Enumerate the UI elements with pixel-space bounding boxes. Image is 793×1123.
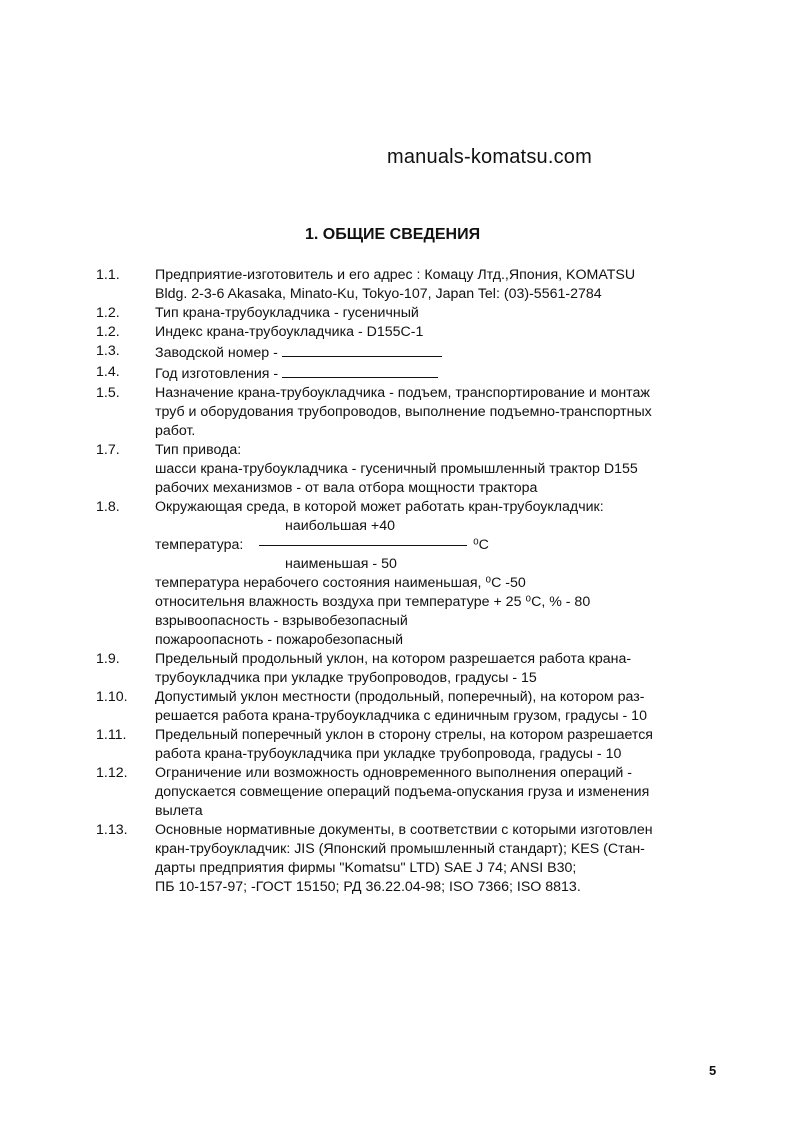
item-number: 1.8.: [96, 499, 120, 515]
item-number: 1.5.: [96, 385, 120, 401]
item-text: работа крана-трубоукладчика при укладке трубопровода, градусы - 10: [155, 746, 622, 762]
list-item: [0, 266, 793, 304]
list-item: [0, 650, 793, 688]
environment-line: температура нерабочего состояния наименьшая, ⁰C -50: [155, 575, 526, 591]
environment-line: взрывоопасность - взрывобезопасный: [155, 613, 408, 629]
list-item: [0, 821, 793, 897]
manufacture-year-label: Год изготовления -: [155, 366, 283, 382]
item-text: Предельный продольный уклон, на котором разрешается работа крана-: [155, 651, 632, 667]
item-text: дарты предприятия фирмы "Komatsu" LTD) SAE J 74; ANSI B30;: [155, 860, 577, 876]
temperature-block: [155, 517, 793, 574]
item-number: 1.3.: [96, 343, 120, 359]
item-number: 1.4.: [96, 364, 120, 380]
item-text: Назначение крана-трубоукладчика - подъем, транспортирование и монтаж: [155, 385, 650, 401]
item-number: 1.2.: [96, 324, 120, 340]
temperature-min: наименьшая - 50: [285, 556, 397, 572]
item-text: Основные нормативные документы, в соответствии с которыми изготовлен: [155, 822, 653, 838]
item-text: Тип крана-трубоукладчика - гусеничный: [155, 305, 419, 321]
item-text: Тип привода:: [155, 442, 242, 458]
item-text: труб и оборудования трубопроводов, выполнение подъемно-транспортных: [155, 404, 652, 420]
section-title: 1. ОБЩИЕ СВЕДЕНИЯ: [305, 226, 481, 243]
item-number: 1.7.: [96, 442, 120, 458]
list-item: [0, 764, 793, 821]
item-text: Bldg. 2-3-6 Akasaka, Minato-Ku, Tokyo-107, Japan Tel: (03)-5561-2784: [155, 286, 602, 302]
list-item: [0, 688, 793, 726]
serial-number-label: Заводской номер -: [155, 345, 282, 361]
item-text: трубоукладчика при укладке трубопроводов, градусы - 15: [155, 670, 537, 686]
serial-number-blank: [282, 342, 442, 357]
item-text: Предельный поперечный уклон в сторону стрелы, на котором разрешается: [155, 727, 653, 743]
list-item: [0, 726, 793, 764]
item-text: шасси крана-трубоукладчика - гусеничный промышленный трактор D155: [155, 461, 638, 477]
temperature-label: температура:: [155, 537, 244, 553]
document-body: [0, 266, 793, 897]
environment-line: относительня влажность воздуха при температуре + 25 ⁰C, % - 80: [155, 594, 591, 610]
temperature-unit: ⁰C: [473, 537, 489, 553]
item-number: 1.11.: [96, 727, 127, 743]
item-number: 1.9.: [96, 651, 120, 667]
item-text: Индекс крана-трубоукладчика - D155C-1: [155, 324, 424, 340]
list-item: [0, 498, 793, 517]
item-text: Допустимый уклон местности (продольный, поперечный), на котором раз-: [155, 689, 645, 705]
item-text: допускается совмещение операций подъема-опускания груза и изменения: [155, 784, 650, 800]
environment-line: пожароопасноть - пожаробезопасный: [155, 632, 404, 648]
list-item: [0, 363, 793, 384]
environment-details: [0, 574, 793, 650]
list-item: [0, 384, 793, 441]
item-number: 1.12.: [96, 765, 128, 781]
item-text: Окружающая среда, в которой может работать кран-трубоукладчик:: [155, 499, 604, 515]
item-text: вылета: [155, 803, 203, 819]
item-number: 1.13.: [96, 822, 128, 838]
item-text: кран-трубоукладчик: JIS (Японский промышленный стандарт); KES (Стан-: [155, 841, 645, 857]
item-text: Ограничение или возможность одновременного выполнения операций -: [155, 765, 633, 781]
item-number: 1.1.: [96, 267, 120, 283]
item-number: 1.10.: [96, 689, 128, 705]
item-number: 1.2.: [96, 305, 120, 321]
list-item: [0, 323, 793, 342]
fraction-line: [259, 545, 467, 546]
page-number: 5: [709, 1063, 717, 1078]
list-item: [0, 304, 793, 323]
watermark-text: manuals-komatsu.com: [387, 146, 592, 168]
item-text: ПБ 10-157-97; -ГОСТ 15150; РД 36.22.04-98; ISO 7366; ISO 8813.: [155, 879, 581, 895]
manufacture-year-blank: [282, 363, 438, 378]
item-text: работ.: [155, 423, 196, 439]
list-item: [0, 342, 793, 363]
item-text: рабочих механизмов - от вала отбора мощности трактора: [155, 480, 538, 496]
temperature-max: наибольшая +40: [285, 518, 395, 534]
list-item: [0, 441, 793, 498]
item-text: Предприятие-изготовитель и его адрес : Комацу Лтд.,Япония, KOMATSU: [155, 267, 636, 283]
item-text: решается работа крана-трубоукладчика с единичным грузом, градусы - 10: [155, 708, 647, 724]
